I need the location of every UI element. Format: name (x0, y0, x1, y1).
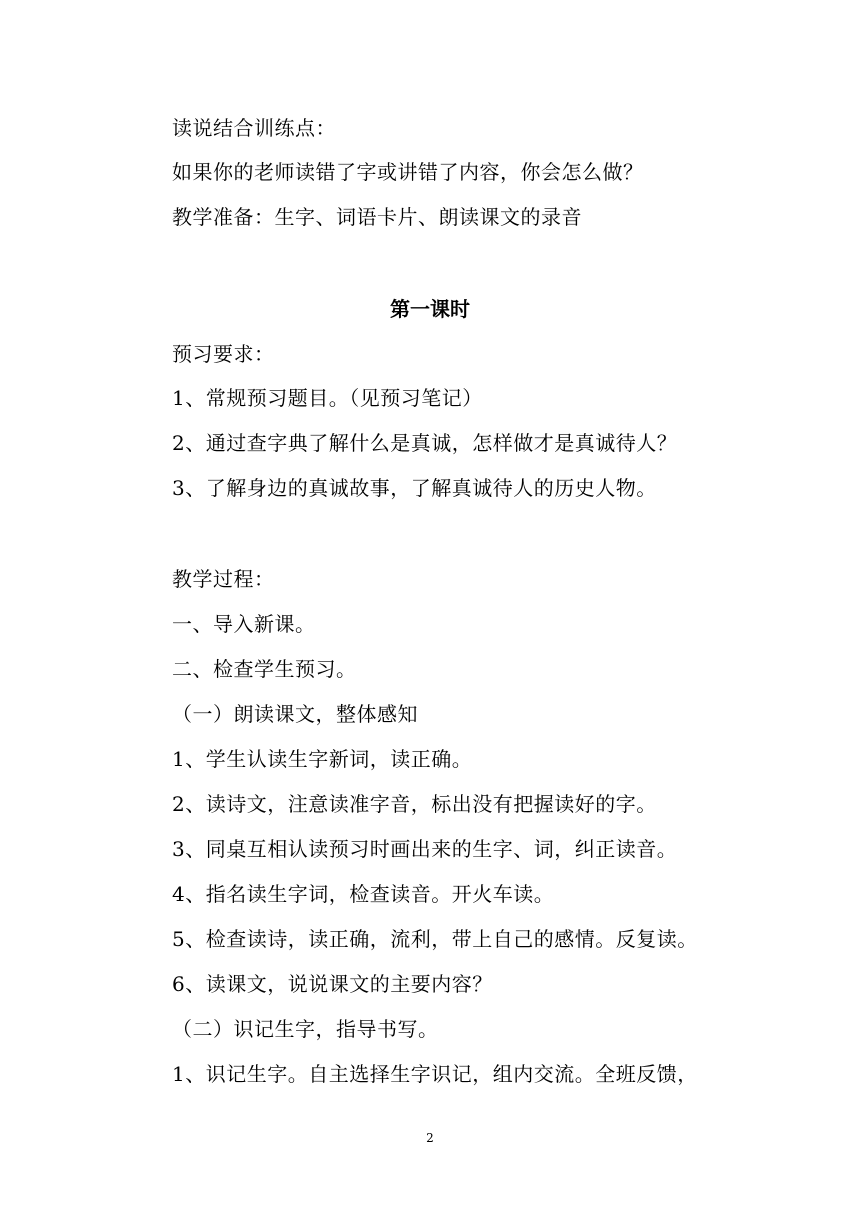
preview-item: 2、通过查字典了解什么是真诚，怎样做才是真诚待人？ (172, 431, 678, 455)
training-point-question: 如果你的老师读错了字或讲错了内容，你会怎么做？ (172, 160, 644, 184)
process-subsection: （一）朗读课文，整体感知 (172, 702, 418, 726)
process-step: 二、检查学生预习。 (172, 657, 357, 681)
section-title: 第一课时 (390, 297, 470, 321)
page-number: 2 (426, 1131, 434, 1145)
process-step: 5、检查读诗，读正确，流利，带上自己的感情。反复读。 (172, 927, 698, 951)
process-step: 4、指名读生字词，检查读音。开火车读。 (172, 882, 555, 906)
teaching-preparation: 教学准备：生字、词语卡片、朗读课文的录音 (172, 205, 582, 229)
process-step: 1、学生认读生字新词，读正确。 (172, 747, 473, 771)
preview-label: 预习要求： (172, 342, 275, 366)
process-step: 6、读课文，说说课文的主要内容？ (172, 972, 493, 996)
process-step: 1、识记生字。自主选择生字识记，组内交流。全班反馈， (172, 1062, 698, 1086)
process-step: 3、同桌互相认读预习时画出来的生字、词，纠正读音。 (172, 837, 678, 861)
preview-item: 3、了解身边的真诚故事，了解真诚待人的历史人物。 (172, 476, 657, 500)
preview-item: 1、常规预习题目。（见预习笔记） (172, 386, 483, 410)
process-step: 2、读诗文，注意读准字音，标出没有把握读好的字。 (172, 792, 657, 816)
process-step: 一、导入新课。 (172, 612, 316, 636)
process-label: 教学过程： (172, 567, 275, 591)
training-point-label: 读说结合训练点： (172, 116, 336, 140)
process-subsection: （二）识记生字，指导书写。 (172, 1017, 439, 1041)
